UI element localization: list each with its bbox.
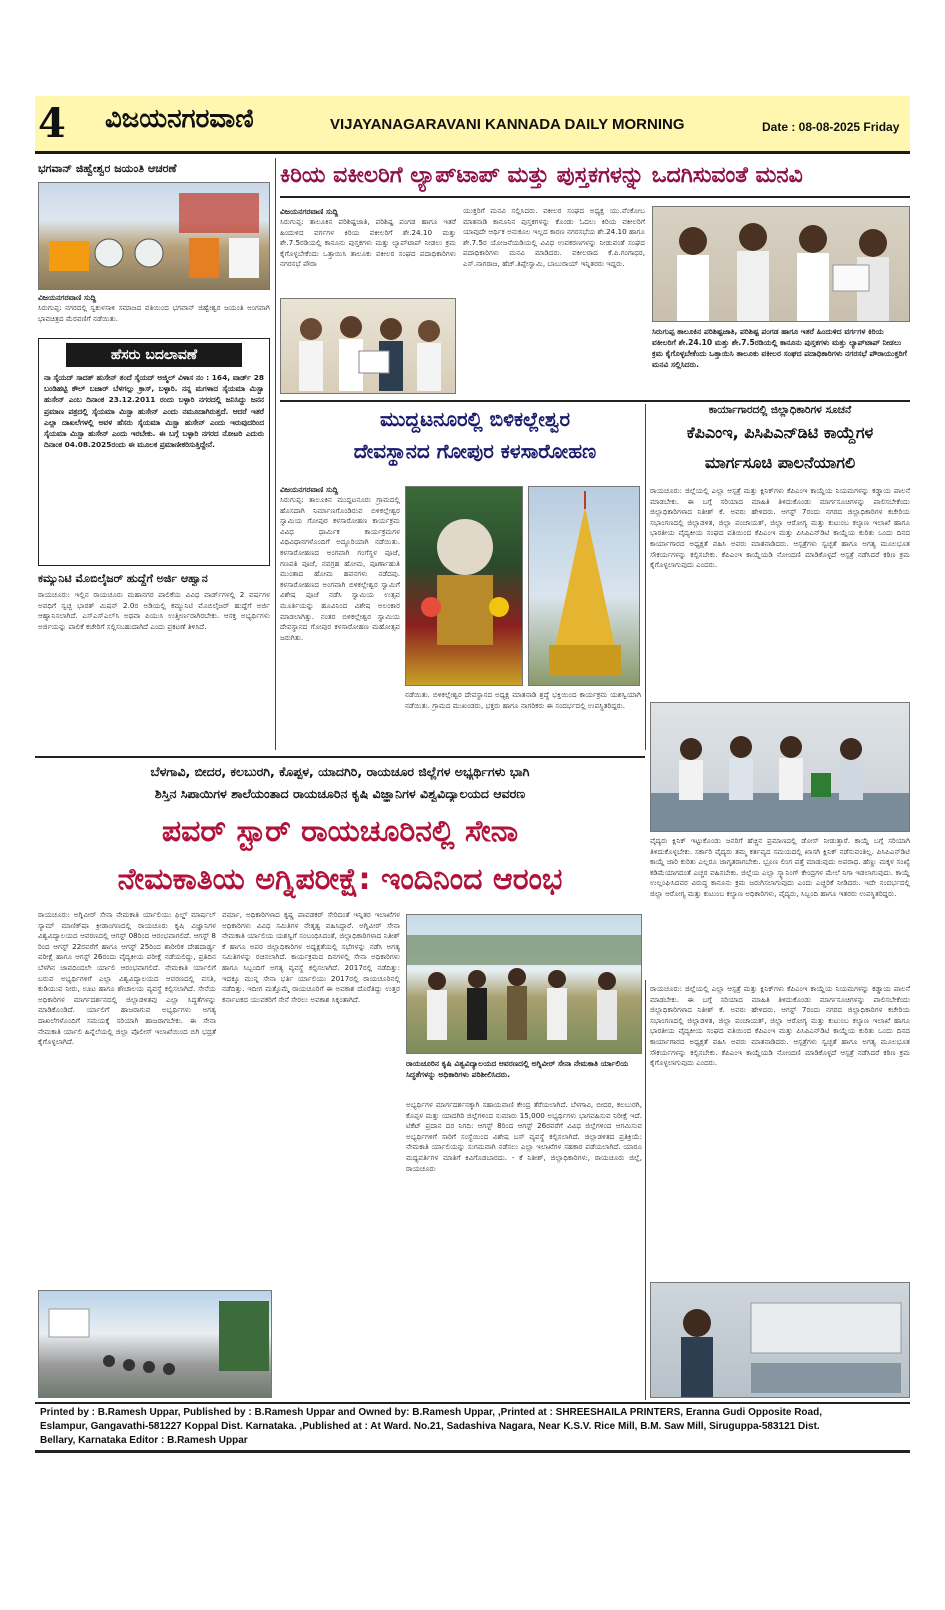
- officials-illustration: [407, 915, 642, 1054]
- kpme-speaker-photo: [650, 1282, 910, 1398]
- jayanti-title: ಭಗವಾನ್ ಜಿಹ್ವೇಶ್ವರ ಜಯಂತಿ ಆಚರಣೆ: [38, 162, 177, 175]
- name-change-body: ನಾ ಸೈಯದ್ ಸಾದತ್ ಹುಸೇನ್ ತಂದೆ ಸೈಯದ್ ಅಜ್ಮಿಲ್ ವಿಳಾಸ ನಂ : 164, ವಾರ್ಡ್ 28 ಬಂಡಿಹಟ್ಟಿ ಕೌಲ್ ಬಜಾರ್ ಬೆಳಗಲ್ಲು ಕ್ರಾಸ್, ಬಳ್ಳಾರಿ. ನನ್ನ ಮಗಳಾದ ಸೈಯಮಾ ಮಿಸ್ಬಾ ಹುಸೇನ್ ಎಂಬ ದಿನಾಂಕ 23.12.2011 ರಂದು ಬಳ್ಳಾರಿ ನಗರದಲ್ಲಿ ಜನಿಸಿದ್ದು ಜನನ ಪ್ರಮಾಣ ಪತ್ರದಲ್ಲಿ ಸೈಯಮಾ ಮಿಸ್ಬಾ ಹುಸೇನ್ ಎಂದು ನಮೂದಾಗಿರುತ್ತದೆ. ಆದರೆ ಇತರೆ ಎಲ್ಲಾ ದಾಖಲೆಗಳಲ್ಲಿ ಅವಳ ಹೆಸರು ಸೈಯಮಾ ಮಿಸ್ಬಾ ಹುಸೇನ್ ಎಂದು ಇರುವುದರಿಂದ ಸೈಯಮಾ ಮಿಸ್ಬಾ ಹುಸೇನ್ ಎಂದು ಇರಬೇಕು. ಈ ಬಗ್ಗೆ ಬಳ್ಳಾರಿ ನಗರದ ನೋಟರಿ ಎದುರು ದಿನಾಂಕ 04.08.2025ರಂದು ಈ ಮೂಲಕ ಪ್ರಮಾಣೀಕರಿಸುತ್ತಿದ್ದೇನೆ.: [44, 373, 264, 450]
- laptop-headline-rule: [280, 196, 910, 198]
- idol-illustration: [406, 487, 523, 686]
- masthead-date: Date : 08-08-2025 Friday: [762, 120, 900, 134]
- laptop-headline: ಕಿರಿಯ ವಕೀಲರಿಗೆ ಲ್ಯಾಪ್‌ಟಾಪ್ ಮತ್ತು ಪುಸ್ತಕಗಳನ್ನು ಒದಗಿಸುವಂತೆ ಮನವಿ: [280, 163, 803, 188]
- column-rule-left: [275, 158, 276, 750]
- army-kicker-1: ಬೆಳಗಾವಿ, ಬೀದರ, ಕಲಬುರಗಿ, ಕೊಪ್ಪಳ, ಯಾದಗಿರಿ, ರಾಯಚೂರ ಜಿಲ್ಲೆಗಳ ಅಭ್ಯರ್ಥಿಗಳು ಭಾಗಿ: [150, 764, 530, 779]
- footer-bottom-rule: [35, 1450, 910, 1453]
- gopura-illustration: [529, 487, 640, 686]
- temple-body-col2: ನಡೆಯಿತು. ಬಿಳಿಕಲ್ಲೇಶ್ವರ ದೇವಸ್ಥಾನದ ಅಧ್ಯಕ್ಷ ಮಾತನಾಡಿ ಶ್ರದ್ಧೆ ಭಕ್ತಿಯಿಂದ ಕಾರ್ಯಕ್ರಮ ಯಶಸ್ವಿಯಾಗಿ ನಡೆಯಿತು. ಗ್ರಾಮದ ಮುಖಂಡರು, ಭಕ್ತರು ಹಾಗೂ ನಾಗರಿಕರು ಈ ಸಂದರ್ಭದಲ್ಲಿ ಉಪಸ್ಥಿತರಿದ್ದರು.: [405, 690, 641, 710]
- speaker-illustration: [651, 1283, 910, 1398]
- army-top-rule: [35, 756, 645, 758]
- mobiliser-title: ಕಮ್ಯುನಿಟಿ ಮೊಬಿಲೈಜರ್ ಹುದ್ದೆಗೆ ಅರ್ಜಿ ಆಹ್ವಾನ: [38, 572, 208, 585]
- army-photo-caption: ರಾಯಚೂರಿನ ಕೃಷಿ ವಿಶ್ವವಿದ್ಯಾಲಯದ ಆವರಣದಲ್ಲಿ ಅಗ್ನಿವೀರ್ ಸೇನಾ ನೇಮಕಾತಿ ರ್ಯಾಲಿಯ ಸಿದ್ಧತೆಗಳನ್ನು ಅಧಿಕಾರಿಗಳು ಪರಿಶೀಲಿಸಿದರು.: [406, 1059, 629, 1079]
- temple-gopura-photo: [528, 486, 640, 686]
- kpme-workshop-photo: [650, 702, 910, 832]
- workshop-illustration: [651, 703, 910, 832]
- kpme-headline-line2: ಮಾರ್ಗಸೂಚಿ ಪಾಲನೆಯಾಗಲಿ: [704, 453, 856, 472]
- jayanti-body: ಸಿರುಗುಪ್ಪ: ನಗರದಲ್ಲಿ ಸ್ವಕುಳಸಾಳಿ ಸಮಾಜದ ವತಿಯಿಂದ ಭಗವಾನ್ ಜಿಹ್ವೇಶ್ವರ ಜಯಂತಿ ಅಂಗವಾಗಿ ಭಾವಚಿತ್ರದ ಮೆರವಣಿಗೆ ನಡೆಯಿತು.: [38, 303, 270, 323]
- mobiliser-body: ರಾಯಚೂರು: ಇಲ್ಲಿನ ರಾಯಚೂರು ಮಹಾನಗರ ಪಾಲಿಕೆಯ ವಿವಿಧ ವಾರ್ಡ್‌ಗಳಲ್ಲಿ 2 ವರ್ಷಗಳ ಅವಧಿಗೆ ಸ್ವಚ್ಛ ಭಾರತ್ ಮಿಷನ್ 2.0ರ ಅಡಿಯಲ್ಲಿ ಕಮ್ಯುನಿಟಿ ಮೊಬಿಲೈಜರ್ ಹುದ್ದೆಗೆ ಅರ್ಜಿ ಆಹ್ವಾನಿಸಲಾಗಿದೆ. ಎಸ್‌ಎಸ್‌ಎಲ್‌ಸಿ ಅಥವಾ ಪಿಯುಸಿ ಉತ್ತೀರ್ಣರಾಗಿರಬೇಕು. ಆಸಕ್ತ ಅಭ್ಯರ್ಥಿಗಳು ಅರ್ಜಿಯನ್ನು ಪಾಲಿಕೆ ಕಚೇರಿಗೆ ಸಲ್ಲಿಸಬಹುದಾಗಿದೆ ಎಂದು ಪ್ರಕಟಣೆ ತಿಳಿಸಿದೆ.: [38, 590, 270, 631]
- laptop-dateline: ವಿಜಯನಗರವಾಣಿ ಸುದ್ದಿ: [280, 207, 339, 216]
- laptop-photo-caption: ಸಿರುಗುಪ್ಪ ತಾಲೂಕಿನ ಪರಿಶಿಷ್ಟಜಾತಿ, ಪರಿಶಿಷ್ಟ ಪಂಗಡ ಹಾಗೂ ಇತರೆ ಹಿಂದುಳಿದ ವರ್ಗಗಳ ಕಿರಿಯ ವಕೀಲರಿಗೆ ಶೇ.24.10 ಮತ್ತು ಶೇ.7.5ರಡಿಯಲ್ಲಿ ಕಾನೂನು ಪುಸ್ತಕಗಳು ಮತ್ತು ಲ್ಯಾಪ್‌ಟಾಪ್ ನೀಡಲು ಕ್ರಮ ಕೈಗೊಳ್ಳಬೇಕೆಂದು ಒತ್ತಾಯಿಸಿ ತಾಲೂಕು ವಕೀಲರ ಸಂಘದ ಪದಾಧಿಕಾರಿಗಳು ನಗರಸಭೆ ಪೌರಾಯುಕ್ತರಿಗೆ ಮನವಿ ಸಲ್ಲಿಸಿದರು.: [652, 327, 907, 369]
- memorandum-illustration: [281, 299, 456, 394]
- army-kicker-2: ಶಿಸ್ತಿನ ಸಿಪಾಯಿಗಳ ಶಾಲೆಯಂತಾದ ರಾಯಚೂರಿನ ಕೃಷಿ ವಿಜ್ಞಾನಿಗಳ ವಿಶ್ವವಿದ್ಯಾಲಯದ ಆವರಣ: [154, 786, 526, 801]
- army-headline-2: ನೇಮಕಾತಿಯ ಅಗ್ನಿಪರೀಕ್ಷೆ: ಇಂದಿನಿಂದ ಆರಂಭ: [117, 862, 563, 897]
- procession-illustration: [39, 183, 270, 290]
- army-headline-1: ಪವರ್ ಸ್ಟಾರ್ ರಾಯಚೂರಿನಲ್ಲಿ ಸೇನಾ: [161, 814, 519, 849]
- laptop-group-photo: [652, 206, 910, 322]
- temple-headline-line1: ಮುದ್ದಟನೂರಲ್ಲಿ ಬಿಳಿಕಲ್ಲೇಶ್ವರ: [379, 407, 571, 431]
- name-change-title: ಹೆಸರು ಬದಲಾವಣೆ: [66, 343, 242, 367]
- kpme-body-2: ವೈದ್ಯರು ಕ್ಲಿನಿಕ್ ಇಟ್ಟುಕೊಂಡು ಜನರಿಗೆ ಹೆಚ್ಚಿನ ಪ್ರಮಾಣದಲ್ಲಿ ಡೋಸ್ ನೀಡುತ್ತಾರೆ. ಕಾಯ್ದೆ ಬಗ್ಗೆ ಸರಿಯಾಗಿ ತಿಳಿದುಕೊಳ್ಳಬೇಕು. ಸರ್ಕಾರಿ ವೈದ್ಯರು ತಮ್ಮ ಕರ್ತವ್ಯದ ಸಮಯದಲ್ಲಿ ಖಾಸಗಿ ಕ್ಲಿನಿಕ್ ನಡೆಸುವಂತಿಲ್ಲ. ಪಿಸಿಪಿಎನ್‌ಡಿಟಿ ಕಾಯ್ದೆ ಜಾರಿ ಕುರಿತು ಎಲ್ಲರೂ ಜಾಗೃತರಾಗಬೇಕು. ಭ್ರೂಣ ಲಿಂಗ ಪತ್ತೆ ಮಾಡುವುದು ಅಪರಾಧ. ಹೆಣ್ಣು ಮಕ್ಕಳ ಸಂಖ್ಯೆ ಕಡಿಮೆಯಾಗದಂತೆ ಎಚ್ಚರ ವಹಿಸಬೇಕು. ಜಿಲ್ಲೆಯ ಎಲ್ಲಾ ಸ್ಕ್ಯಾನಿಂಗ್ ಕೇಂದ್ರಗಳ ಮೇಲೆ ನಿಗಾ ಇಡಲಾಗುವುದು. ಕಾಯ್ದೆ ಉಲ್ಲಂಘಿಸಿದವರ ವಿರುದ್ಧ ಕಾನೂನು ಕ್ರಮ ಜರುಗಿಸಲಾಗುವುದು ಎಂದು ಎಚ್ಚರಿಕೆ ನೀಡಿದರು. ಇದೇ ಸಂದರ್ಭದಲ್ಲಿ ಜಿಲ್ಲಾ ಆರೋಗ್ಯ ಮತ್ತು ಕುಟುಂಬ ಕಲ್ಯಾಣ ಅಧಿಕಾರಿಗಳು, ವೈದ್ಯರು, ಸಿಬ್ಬಂದಿ ಹಾಗೂ ಇತರರು ಉಪಸ್ಥಿತರಿದ್ದರು.: [650, 836, 910, 898]
- kpme-body-continued: ರಾಯಚೂರು: ಜಿಲ್ಲೆಯಲ್ಲಿ ಎಲ್ಲಾ ಆಸ್ಪತ್ರೆ ಮತ್ತು ಕ್ಲಿನಿಕ್‌ಗಳು ಕೆಪಿಎಂಇ ಕಾಯ್ದೆಯ ನಿಯಮಗಳನ್ನು ಕಡ್ಡಾಯ ಪಾಲನೆ ಮಾಡಬೇಕು. ಈ ಬಗ್ಗೆ ಸರಿಯಾದ ಮಾಹಿತಿ ತಿಳಿದುಕೊಂಡು ಮಾರ್ಗಸೂಚಿಗಳನ್ನು ಪಾಲಿಸಬೇಕೆಂದು ಜಿಲ್ಲಾಧಿಕಾರಿಗಳಾದ ನಿತೀಶ್ ಕೆ. ಅವರು ಹೇಳಿದರು. ಆಗಸ್ಟ್ 7ರಂದು ನಗರದ ಜಿಲ್ಲಾಧಿಕಾರಿಗಳ ಕಚೇರಿಯ ಸಭಾಂಗಣದಲ್ಲಿ ಜಿಲ್ಲಾಡಳಿತ, ಜಿಲ್ಲಾ ಪಂಚಾಯತ್, ಜಿಲ್ಲಾ ಆರೋಗ್ಯ ಮತ್ತು ಕುಟುಂಬ ಕಲ್ಯಾಣ ಇಲಾಖೆ ಹಾಗೂ ಭಾರತೀಯ ವೈದ್ಯಕೀಯ ಸಂಘದ ವತಿಯಿಂದ ಕೆಪಿಎಂಇ ಮತ್ತು ಪಿಸಿಪಿಎನ್‌ಡಿಟಿ ಕಾಯ್ದೆಯ ಕುರಿತು ಒಂದು ದಿನದ ಕಾರ್ಯಾಗಾರದ ಅಧ್ಯಕ್ಷತೆ ವಹಿಸಿ ಅವರು ಮಾತನಾಡಿದರು. ಆಸ್ಪತ್ರೆಗಳು ಸ್ವಚ್ಛತೆ ಹಾಗೂ ಅಗತ್ಯ ಮೂಲಭೂತ ಸೌಕರ್ಯಗಳನ್ನು ಕಲ್ಪಿಸಬೇಕು. ಕೆಪಿಎಂಇ ಕಾಯ್ದೆಯಡಿ ನೋಂದಣಿ ಮಾಡಿಕೊಳ್ಳದೆ ಆಸ್ಪತ್ರೆ ನಡೆಸಿದರೆ ಕಠಿಣ ಕ್ರಮ ಕೈಗೊಳ್ಳಲಾಗುವುದು ಎಂದರು.: [650, 984, 910, 1068]
- kpme-headline-line1: ಕೆಪಿಎಂಇ, ಪಿಸಿಪಿಎನ್‌ಡಿಟಿ ಕಾಯ್ದೆಗಳ: [686, 423, 874, 442]
- laptop-memorandum-photo: [280, 298, 456, 394]
- masthead-title-kannada: ವಿಜಯನಗರವಾಣಿ: [105, 104, 254, 134]
- army-col-1: ರಾಯಚೂರು: ಅಗ್ನಿವೀರ್ ಸೇನಾ ನೇಮಕಾತಿ ರ್ಯಾಲಿಯು ಫಿಲ್ಡ್ ಮಾರ್ಷಲ್ ಸ್ಯಾಮ್ ಮಾಣಿಕ್‌ಷಾ ಕ್ರೀಡಾಂಗಣದಲ್ಲಿ ರಾಯಚೂರು ಕೃಷಿ ವಿಜ್ಞಾನಿಗಳ ವಿಶ್ವವಿದ್ಯಾಲಯದ ಆವರಣದಲ್ಲಿ ಆಗಸ್ಟ್ 08ರಿಂದ ಆರಂಭವಾಗಲಿದೆ. ಆಗಸ್ಟ್ 8 ರಿಂದ ಆಗಸ್ಟ್ 22ರವರೆಗೆ ಹಾಗೂ ಆಗಸ್ಟ್ 25ರಿಂದ ಶಾರೀರಿಕ ದೇಹದಾರ್ಢ್ಯ ಪರೀಕ್ಷೆ ಹಾಗೂ ಆಗಸ್ಟ್ 26ರಂದು ವೈದ್ಯಕೀಯ ಪರೀಕ್ಷೆ ನಡೆಯಲಿದ್ದು, ಪ್ರತಿದಿನ ಬೆಳಗಿನ ಜಾವದಿಂದಲೇ ರ್ಯಾಲಿ ಆರಂಭವಾಗಲಿದೆ. ನೇಮಕಾತಿ ರ್ಯಾಲಿಗೆ ಬರುವ ಅಭ್ಯರ್ಥಿಗಳಿಗೆ ಎಲ್ಲಾ ವಿಶ್ವವಿದ್ಯಾಲಯದ ಆವರಣದಲ್ಲಿ ವಸತಿ, ಕುಡಿಯುವ ನೀರು, ಊಟ ಹಾಗೂ ಶೌಚಾಲಯ ವ್ಯವಸ್ಥೆ ಕಲ್ಪಿಸಲಾಗಿದೆ. ಸೇನೆಯ ಅಧಿಕಾರಿಗಳ ಮಾರ್ಗದರ್ಶನದಲ್ಲಿ ಜಿಲ್ಲಾಡಳಿತವು ಎಲ್ಲಾ ಸಿದ್ಧತೆಗಳನ್ನು ಮಾಡಿಕೊಂಡಿದೆ. ರ್ಯಾಲಿಗೆ ಹಾಜರಾಗುವ ಅಭ್ಯರ್ಥಿಗಳು ಅಗತ್ಯ ದಾಖಲೆಗಳೊಂದಿಗೆ ಸಮಯಕ್ಕೆ ಸರಿಯಾಗಿ ಹಾಜರಾಗಬೇಕು. ಈ ಸೇನಾ ನೇಮಕಾತಿ ರ್ಯಾಲಿ ಹಿನ್ನೆಲೆಯಲ್ಲಿ ಜಿಲ್ಲಾ ಪೊಲೀಸ್ ಇಲಾಖೆಯಿಂದ ಬಿಗಿ ಭದ್ರತೆ ಕೈಗೊಳ್ಳಲಾಗಿದೆ.: [38, 910, 216, 1047]
- page-number: 4: [38, 100, 66, 147]
- army-col-3: ಅಭ್ಯರ್ಥಿಗಳ ಮಾರ್ಗದರ್ಶನಕ್ಕಾಗಿ ಸಹಾಯವಾಣಿ ಕೇಂದ್ರ ತೆರೆಯಲಾಗಿದೆ. ಬೆಳಗಾವಿ, ಬೀದರ, ಕಲಬುರಗಿ, ಕೊಪ್ಪಳ ಮತ್ತು ಯಾದಗಿರಿ ಜಿಲ್ಲೆಗಳಿಂದ ಸುಮಾರು 15,000 ಅಭ್ಯರ್ಥಿಗಳು ಭಾಗವಹಿಸುವ ನಿರೀಕ್ಷೆ ಇದೆ. ಟಿಕೆಟ್ ಪ್ರದಾನ ದರ ನಿಗದಿ: ಆಗಸ್ಟ್ 8ರಿಂದ ಆಗಸ್ಟ್ 26ರವರೆಗೆ ವಿವಿಧ ಜಿಲ್ಲೆಗಳಿಂದ ಆಗಮಿಸುವ ಅಭ್ಯರ್ಥಿಗಳಿಗೆ ಸಾರಿಗೆ ಸಂಸ್ಥೆಯಿಂದ ವಿಶೇಷ ಬಸ್ ವ್ಯವಸ್ಥೆ ಕಲ್ಪಿಸಲಾಗಿದೆ. ಜಿಲ್ಲಾಡಳಿತದ ಪ್ರತಿಕ್ರಿಯೆ: ನೇಮಕಾತಿ ರ್ಯಾಲಿಯನ್ನು ಸುಗಮವಾಗಿ ನಡೆಸಲು ಎಲ್ಲಾ ಇಲಾಖೆಗಳ ಸಹಕಾರ ಪಡೆಯಲಾಗಿದೆ. ಯಾರೂ ಮಧ್ಯವರ್ತಿಗಳ ಮಾತಿಗೆ ಕಿವಿಗೊಡಬಾರದು. - ಕೆ ನಿತೀಶ್, ಜಿಲ್ಲಾಧಿಕಾರಿಗಳು, ರಾಯಚೂರು ಜಿಲ್ಲೆ, ರಾಯಚೂರು: [406, 1100, 642, 1173]
- kpme-body-1: ರಾಯಚೂರು: ಜಿಲ್ಲೆಯಲ್ಲಿ ಎಲ್ಲಾ ಆಸ್ಪತ್ರೆ ಮತ್ತು ಕ್ಲಿನಿಕ್‌ಗಳು ಕೆಪಿಎಂಇ ಕಾಯ್ದೆಯ ನಿಯಮಗಳನ್ನು ಕಡ್ಡಾಯ ಪಾಲನೆ ಮಾಡಬೇಕು. ಈ ಬಗ್ಗೆ ಸರಿಯಾದ ಮಾಹಿತಿ ತಿಳಿದುಕೊಂಡು ಮಾರ್ಗಸೂಚಿಗಳನ್ನು ಪಾಲಿಸಬೇಕೆಂದು ಜಿಲ್ಲಾಧಿಕಾರಿಗಳಾದ ನಿತೀಶ್ ಕೆ. ಅವರು ಹೇಳಿದರು. ಆಗಸ್ಟ್ 7ರಂದು ನಗರದ ಜಿಲ್ಲಾಧಿಕಾರಿಗಳ ಕಚೇರಿಯ ಸಭಾಂಗಣದಲ್ಲಿ ಜಿಲ್ಲಾಡಳಿತ, ಜಿಲ್ಲಾ ಪಂಚಾಯತ್, ಜಿಲ್ಲಾ ಆರೋಗ್ಯ ಮತ್ತು ಕುಟುಂಬ ಕಲ್ಯಾಣ ಇಲಾಖೆ ಹಾಗೂ ಭಾರತೀಯ ವೈದ್ಯಕೀಯ ಸಂಘದ ವತಿಯಿಂದ ಕೆಪಿಎಂಇ ಮತ್ತು ಪಿಸಿಪಿಎನ್‌ಡಿಟಿ ಕಾಯ್ದೆಯ ಕುರಿತು ಒಂದು ದಿನದ ಕಾರ್ಯಾಗಾರದ ಅಧ್ಯಕ್ಷತೆ ವಹಿಸಿ ಅವರು ಮಾತನಾಡಿದರು. ಆಸ್ಪತ್ರೆಗಳು ಸ್ವಚ್ಛತೆ ಹಾಗೂ ಅಗತ್ಯ ಮೂಲಭೂತ ಸೌಕರ್ಯಗಳನ್ನು ಕಲ್ಪಿಸಬೇಕು. ಕೆಪಿಎಂಇ ಕಾಯ್ದೆಯಡಿ ನೋಂದಣಿ ಮಾಡಿಕೊಳ್ಳದೆ ಆಸ್ಪತ್ರೆ ನಡೆಸಿದರೆ ಕಠಿಣ ಕ್ರಮ ಕೈಗೊಳ್ಳಲಾಗುವುದು ಎಂದರು.: [650, 486, 910, 570]
- masthead-title-english: VIJAYANAGARAVANI KANNADA DAILY MORNING: [330, 116, 685, 133]
- army-col-2: ವರ್ಮಾ, ಅಧಿಕಾರಿಗಳಾದ ಕೃಷ್ಣ ಪಾವಡಕರ್ ಸೇರಿದಂತೆ ಇನ್ನಿತರ ಇಲಾಖೆಗಳ ಅಧಿಕಾರಿಗಳು ವಿವಿಧ ಸಮಿತಿಗಳ ನೇತೃತ್ವ ವಹಿಸಿದ್ದಾರೆ. ಅಗ್ನಿವೀರ್ ಸೇನಾ ನೇಮಕಾತಿ ರ್ಯಾಲಿಯ ಯಶಸ್ವಿಗೆ ಸಂಬಂಧಿಸಿದಂತೆ, ಜಿಲ್ಲಾಧಿಕಾರಿಗಳಾದ ನಿತೀಶ್ ಕೆ ಹಾಗೂ ಅಪರ ಜಿಲ್ಲಾಧಿಕಾರಿಗಳ ಅಧ್ಯಕ್ಷತೆಯಲ್ಲಿ ಸಭೆಗಳನ್ನು ನಡೆಸಿ ಅಗತ್ಯ ಸಮಿತಿಗಳನ್ನು ರಚಿಸಲಾಗಿದೆ. ಕಾರ್ಯಕ್ರಮದ ದಿನಗಳಲ್ಲಿ ಸೇನಾ ಅಧಿಕಾರಿಗಳು ಹಾಗೂ ಸಿಬ್ಬಂದಿಗೆ ಅಗತ್ಯ ವ್ಯವಸ್ಥೆ ಕಲ್ಪಿಸಲಾಗಿದೆ. 2017ರಲ್ಲಿ ನಡೆದಿತ್ತು: ಇದಕ್ಕೂ ಮುನ್ನ ಸೇನಾ ಭರ್ತಿ ರ್ಯಾಲಿಯು 2017ರಲ್ಲಿ ರಾಯಚೂರಿನಲ್ಲಿ ನಡೆದಿತ್ತು. ಇದೀಗ ಮತ್ತೊಮ್ಮೆ ರಾಯಚೂರಿಗೆ ಈ ಅವಕಾಶ ದೊರೆತಿದ್ದು ಉತ್ತರ ಕರ್ನಾಟಕದ ಯುವಕರಿಗೆ ಸೇನೆ ಸೇರಲು ಅವಕಾಶ ಸಿಕ್ಕಂತಾಗಿದೆ.: [222, 910, 400, 1004]
- footer-top-rule: [35, 1402, 910, 1404]
- column-rule-army: [645, 980, 646, 1400]
- temple-idol-photo: [405, 486, 523, 686]
- army-officials-photo: [406, 914, 642, 1054]
- column-rule-right: [645, 404, 646, 750]
- jayanti-procession-photo: [38, 182, 270, 290]
- laptop-bottom-rule: [280, 400, 910, 402]
- footer-line-3: Bellary, Karnataka Editor : B.Ramesh Uppar: [40, 1435, 248, 1446]
- group-photo-illustration: [653, 207, 910, 322]
- temple-dateline: ವಿಜಯನಗರವಾಣಿ ಸುದ್ದಿ: [280, 485, 339, 494]
- laptop-body-col1: ಸಿರುಗುಪ್ಪ: ತಾಲೂಕಿನ ಪರಿಶಿಷ್ಟಜಾತಿ, ಪರಿಶಿಷ್ಟ ಪಂಗಡ ಹಾಗೂ ಇತರೆ ಹಿಂದುಳಿದ ವರ್ಗಗಳ ಕಿರಿಯ ವಕೀಲರಿಗೆ ಶೇ.24.10 ಮತ್ತು ಶೇ.7.5ರಡಿಯಲ್ಲಿ ಕಾನೂನು ಪುಸ್ತಕಗಳು ಮತ್ತು ಲ್ಯಾಪ್‌ಟಾಪ್ ನೀಡಲು ಕ್ರಮ ಕೈಗೊಳ್ಳಬೇಕೆಂದು ಒತ್ತಾಯಿಸಿ ತಾಲೂಕು ವಕೀಲರ ಸಂಘದ ಪದಾಧಿಕಾರಿಗಳು ನಗರಸಭೆ ಪೌರಾ: [280, 217, 456, 269]
- laptop-body-col2: ಯುಕ್ತರಿಗೆ ಮನವಿ ಸಲ್ಲಿಸಿದರು. ವಕೀಲರ ಸಂಘದ ಅಧ್ಯಕ್ಷ ಯು.ವೆಂಕೋಬ ಮಾತನಾಡಿ ಕಾನೂನಿನ ಪುಸ್ತಕಗಳನ್ನು ಕೊಂಡು ಓದಲು ಕಿರಿಯ ವಕೀಲರಿಗೆ ಯಾವುದೇ ಆರ್ಥಿಕ ಅನುಕೂಲ ಇಲ್ಲದ ಕಾರಣ ನಗರಸಭೆಯ ಶೇ.24.10 ಹಾಗೂ ಶೇ.7.5ರ ಯೋಜನೆಯಡಿಯಲ್ಲಿ ವಿವಿಧ ಉಪಕರಣಗಳನ್ನು ನೀಡುವಂತೆ ಸಂಘದ ಪದಾಧಿಕಾರಿಗಳು ಮನವಿ ಮಾಡಿದರು. ವಕೀಲರಾದ ಕೆ.ಪಿ.ಗಂಗಾಧರ, ಎಸ್.ನಾಗರಾಜ, ಹೆಚ್.ತಿಪ್ಪೇಸ್ವಾಮಿ, ಬಾಬುರಾಯ್ ಇನ್ನಿತರರು ಇದ್ದರು.: [463, 206, 645, 268]
- kpme-kicker: ಕಾರ್ಯಾಗಾರದಲ್ಲಿ ಜಿಲ್ಲಾಧಿಕಾರಿಗಳ ಸೂಚನೆ: [708, 404, 852, 416]
- temple-body-col1: ಸಿರುಗುಪ್ಪ: ತಾಲೂಕಿನ ಮುದ್ದಟನೂರು ಗ್ರಾಮದಲ್ಲಿ ಹೊಸದಾಗಿ ನಿರ್ಮಾಣಗೊಂಡಿರುವ ಬಿಳಿಕಲ್ಲೇಶ್ವರ ಸ್ವಾಮಿಯ ಗೋಪುರ ಕಳಸಾರೋಹಣ ಕಾರ್ಯಕ್ರಮ ವಿವಿಧ ಧಾರ್ಮಿಕ ಕಾರ್ಯಕ್ರಮಗಳ ವಿಧಿವಿಧಾನಗಳೊಂದಿಗೆ ಅದ್ದೂರಿಯಾಗಿ ನಡೆಯಿತು. ಕಳಸಾರೋಹಣದ ಅಂಗವಾಗಿ ಗಂಗೆಸ್ಥಳ ಪೂಜೆ, ಗಣಪತಿ ಪೂಜೆ, ನವಗ್ರಹ ಹೋಮ, ಪೂರ್ಣಾಹುತಿ ಮುಂತಾದ ಹೋಮ ಹವನಗಳು ನಡೆದವು. ಕಳಸಾರೋಹಣದ ಅಂಗವಾಗಿ ಬಿಳಿಕಲ್ಲೇಶ್ವರ ಸ್ವಾಮಿಗೆ ವಿಶೇಷ ಪೂಜೆ ನಡೆಸಿ ಸ್ವಾಮಿಯ ಉತ್ಸವ ಮೂರ್ತಿಯನ್ನು ಹೂವಿನಿಂದ ವಿಶೇಷ ಅಲಂಕಾರ ಮಾಡಲಾಗಿತ್ತು. ನಂತರ ಬಿಳಿಕಲ್ಲೇಶ್ವರ ಸ್ವಾಮಿಯ ದೇವಸ್ಥಾನದ ಗೋಪುರ ಕಳಸಾರೋಹಣ ಮಹೋತ್ಸವ ಜರುಗಿತು.: [280, 495, 400, 642]
- temple-headline-line2: ದೇವಸ್ಥಾನದ ಗೋಪುರ ಕಳಸಾರೋಹಣ: [353, 439, 597, 463]
- footer-line-1: Printed by : B.Ramesh Uppar, Published by : B.Ramesh Uppar and Owned by: B.Ramesh Uppar, ,Printed at : SHREESHAILA PRINTERS, Eranna Gudi Opposite Road,: [40, 1407, 822, 1418]
- jayanti-dateline: ವಿಜಯನಗರವಾಣಿ ಸುದ್ದಿ: [38, 293, 97, 302]
- footer-line-2: Eslampur, Gangavathi-581227 Koppal Dist. Karnataka. ,Published at : At Ward. No.21, Sadashiva Nagara, Near K.S.V. Rice Mill, B.M. Saw Mill, Siruguppa-583121 Dist.: [40, 1421, 820, 1432]
